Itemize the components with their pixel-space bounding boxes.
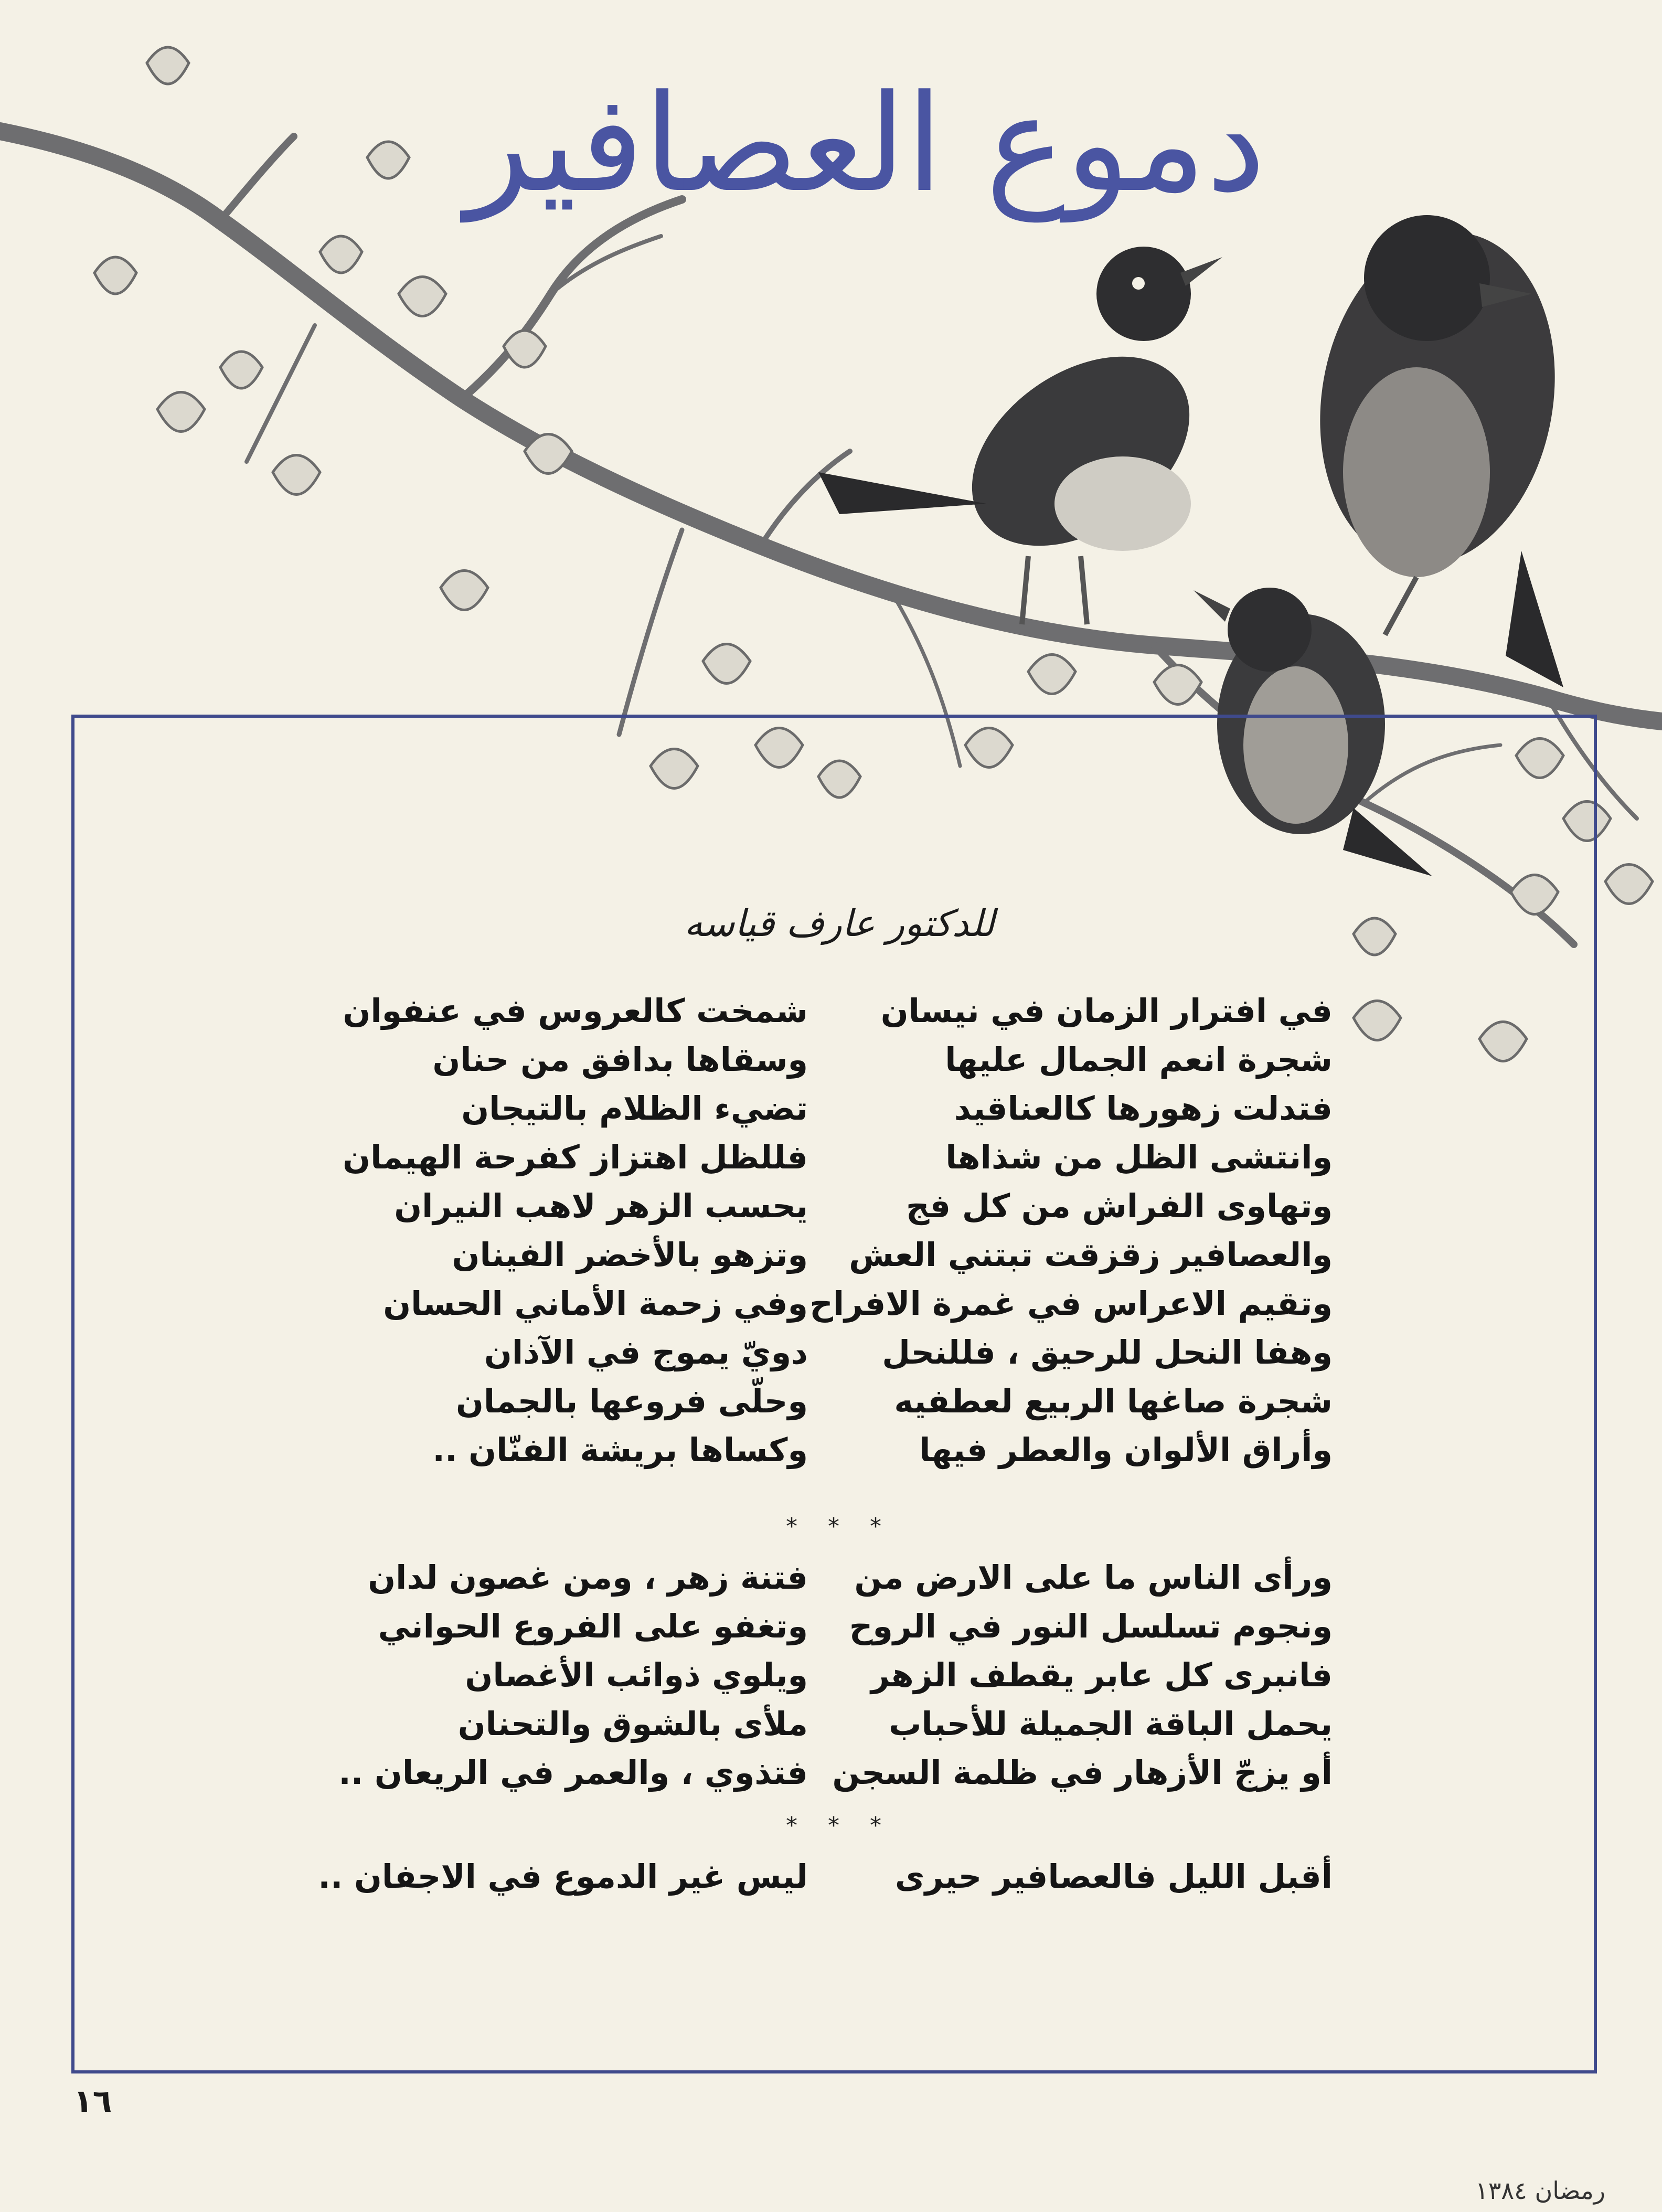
verse-line: ليس غير الدموع في الاجفان ..: [318, 1857, 808, 1896]
verse-line: وسقاها بدافق من حنان: [432, 1040, 808, 1079]
stanza-separator: * * *: [786, 1812, 893, 1839]
verse-line: فتدلت زهورها كالعناقيد: [954, 1089, 1333, 1128]
verse-line: ورأى الناس ما على الارض من: [854, 1558, 1333, 1597]
poem-title: دموع العصافير: [465, 66, 1266, 222]
verse-line: فتذوي ، والعمر في الريعان ..: [338, 1753, 808, 1792]
stanza-2-right-column: [832, 1553, 1333, 1797]
verse-line: أقبل الليل فالعصافير حيرى: [894, 1857, 1333, 1896]
verse-line: في افترار الزمان في نيسان: [880, 992, 1333, 1030]
verse-line: وتقيم الاعراس في غمرة الافراح: [809, 1284, 1333, 1323]
verse-line: دويّ يموج في الآذان: [484, 1333, 808, 1371]
verse-line: تضيء الظلام بالتيجان: [461, 1089, 808, 1128]
issue-date: رمضان ١٣٨٤: [1475, 2176, 1605, 2205]
verse-line: يحسب الزهر لاهب النيران: [394, 1187, 808, 1225]
stanza-3-left-column: [318, 1852, 808, 1901]
verse-line: وتغفو على الفروع الحواني: [378, 1607, 808, 1645]
verse-line: شجرة صاغها الربيع لعطفيه: [894, 1382, 1333, 1420]
stanza-1-right-column: [809, 986, 1333, 1474]
verse-line: وأراق الألوان والعطر فيها: [919, 1431, 1333, 1469]
stanza-3-right-column: [871, 1852, 1333, 1901]
verse-line: وتهاوى الفراش من كل فج: [905, 1187, 1333, 1225]
bird-right: [1295, 214, 1580, 687]
page-number: ١٦: [73, 2083, 112, 2120]
verse-line: يحمل الباقة الجميلة للأحباب: [889, 1705, 1333, 1743]
verse-line: ويلوي ذوائب الأغصان: [465, 1656, 808, 1694]
verse-line: وكساها بريشة الفنّان ..: [432, 1431, 808, 1469]
stanza-1-left-column: [336, 986, 808, 1474]
verse-line: ملأى بالشوق والتحنان: [457, 1705, 808, 1743]
stanza-2-left-column: [336, 1553, 808, 1797]
verse-line: وتزهو بالأخضر الفينان: [452, 1236, 808, 1274]
verse-line: شمخت كالعروس في عنفوان: [343, 992, 808, 1030]
verse-line: فانبرى كل عابر يقطف الزهر: [871, 1656, 1333, 1694]
bird-left: [818, 247, 1224, 624]
verse-line: وحلّى فروعها بالجمان: [456, 1382, 808, 1420]
verse-line: شجرة انعم الجمال عليها: [945, 1040, 1333, 1079]
verse-line: أو يزجّ الأزهار في ظلمة السجن: [832, 1753, 1333, 1792]
verse-line: وانتشى الظل من شذاها: [945, 1138, 1333, 1176]
verse-line: وفي زحمة الأماني الحسان: [383, 1284, 808, 1323]
verse-line: ونجوم تسلسل النور في الروح: [849, 1607, 1333, 1645]
author-byline: للدكتور عارف قياسه: [684, 902, 995, 945]
verse-line: والعصافير زقزقت تبتني العش: [849, 1236, 1333, 1274]
stanza-separator: * * *: [786, 1513, 893, 1540]
verse-line: وهفا النحل للرحيق ، فللنحل: [882, 1333, 1333, 1371]
verse-line: فتنة زهر ، ومن غصون لدان: [368, 1558, 808, 1597]
verse-line: فللظل اهتزاز كفرحة الهيمان: [343, 1138, 808, 1176]
